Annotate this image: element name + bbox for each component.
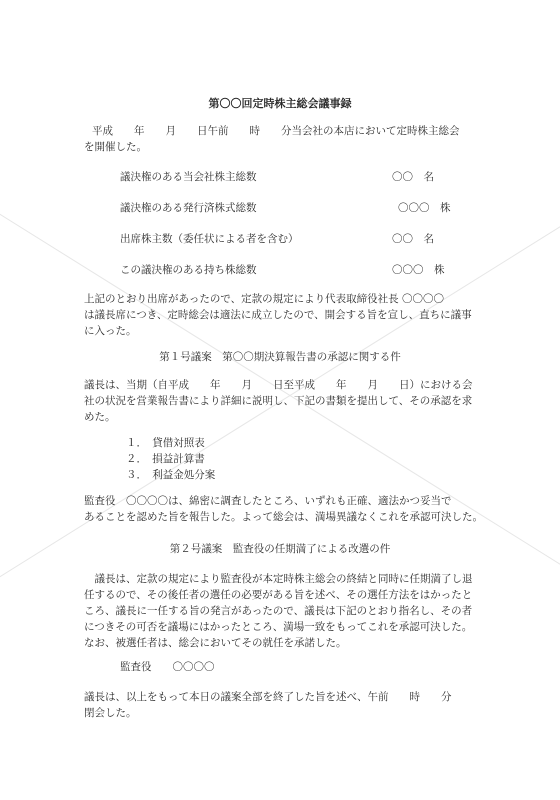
- agenda2-body-line: なお、被選任者は、総会においてその就任を承諾した。: [84, 637, 347, 649]
- stat-label: 議決権のある当会社株主総数: [120, 171, 257, 183]
- stat-value: 〇〇〇 株: [398, 202, 451, 214]
- chair-line: 上記のとおり出席があったので、定款の規定により代表取締役社長 〇〇〇〇: [84, 293, 445, 305]
- closing-line: 閉会した。: [84, 707, 137, 719]
- stat-label: この議決権のある持ち株総数: [120, 264, 257, 276]
- stat-value: 〇〇〇 株: [392, 264, 445, 276]
- stat-value: 〇〇 名: [392, 233, 434, 245]
- agenda2-heading: 第２号議案 監査役の任期満了による改選の件: [169, 543, 391, 555]
- chair-line: に入った。: [84, 325, 137, 337]
- appointee: 監査役 〇〇〇〇: [120, 661, 215, 673]
- document-item: ３． 利益金処分案: [126, 469, 216, 481]
- agenda2-body-line: ころ、議長に一任する旨の発言があったので、議長は下記のとおり指名し、その者: [84, 605, 473, 617]
- stat-label: 出席株主数（委任状による者を含む）: [120, 233, 299, 245]
- agenda1-heading: 第１号議案 第〇〇期決算報告書の承認に関する件: [159, 351, 401, 363]
- audit-result-line: 監査役 〇〇〇〇は、綿密に調査したところ、いずれも正確、適法かつ妥当で: [84, 495, 452, 507]
- audit-result-line: あることを認めた旨を報告した。よって総会は、満場異議なくこれを承認可決した。: [84, 511, 483, 523]
- document-title: 第〇〇回定時株主総会議事録: [208, 97, 352, 110]
- document-item: ２． 損益計算書: [126, 453, 205, 465]
- document-item: １． 貸借対照表: [126, 437, 205, 449]
- stat-value: 〇〇 名: [392, 171, 434, 183]
- agenda1-body-line: 社の状況を営業報告書により詳細に説明し、下記の書類を提出して、その承認を求: [84, 395, 473, 407]
- agenda1-body-line: めた。: [84, 411, 116, 423]
- agenda2-body-line: 議長は、定款の規定により監査役が本定時株主総会の終結と同時に任期満了し退: [84, 573, 473, 585]
- chair-line: は議長席につき、定時総会は適法に成立したので、開会する旨を宣し、直ちに議事: [84, 309, 472, 321]
- agenda1-body-line: 議長は、当期（自平成 年 月 日至平成 年 月 日）における会: [84, 379, 473, 391]
- stat-label: 議決権のある発行済株式総数: [120, 202, 257, 214]
- agenda2-body-line: 任するので、その後任者の選任の必要がある旨を述べ、その選任方法をはかったと: [84, 589, 473, 601]
- closing-line: 議長は、以上をもって本日の議案全部を終了した旨を述べ、午前 時 分: [84, 691, 452, 703]
- opening-line: を開催した。: [84, 141, 147, 153]
- agenda2-body-line: につきその可否を議場にはかったところ、満場一致をもってこれを承認可決した。: [84, 621, 473, 633]
- opening-line: 平成 年 月 日午前 時 分当会社の本店において定時株主総会: [92, 125, 460, 137]
